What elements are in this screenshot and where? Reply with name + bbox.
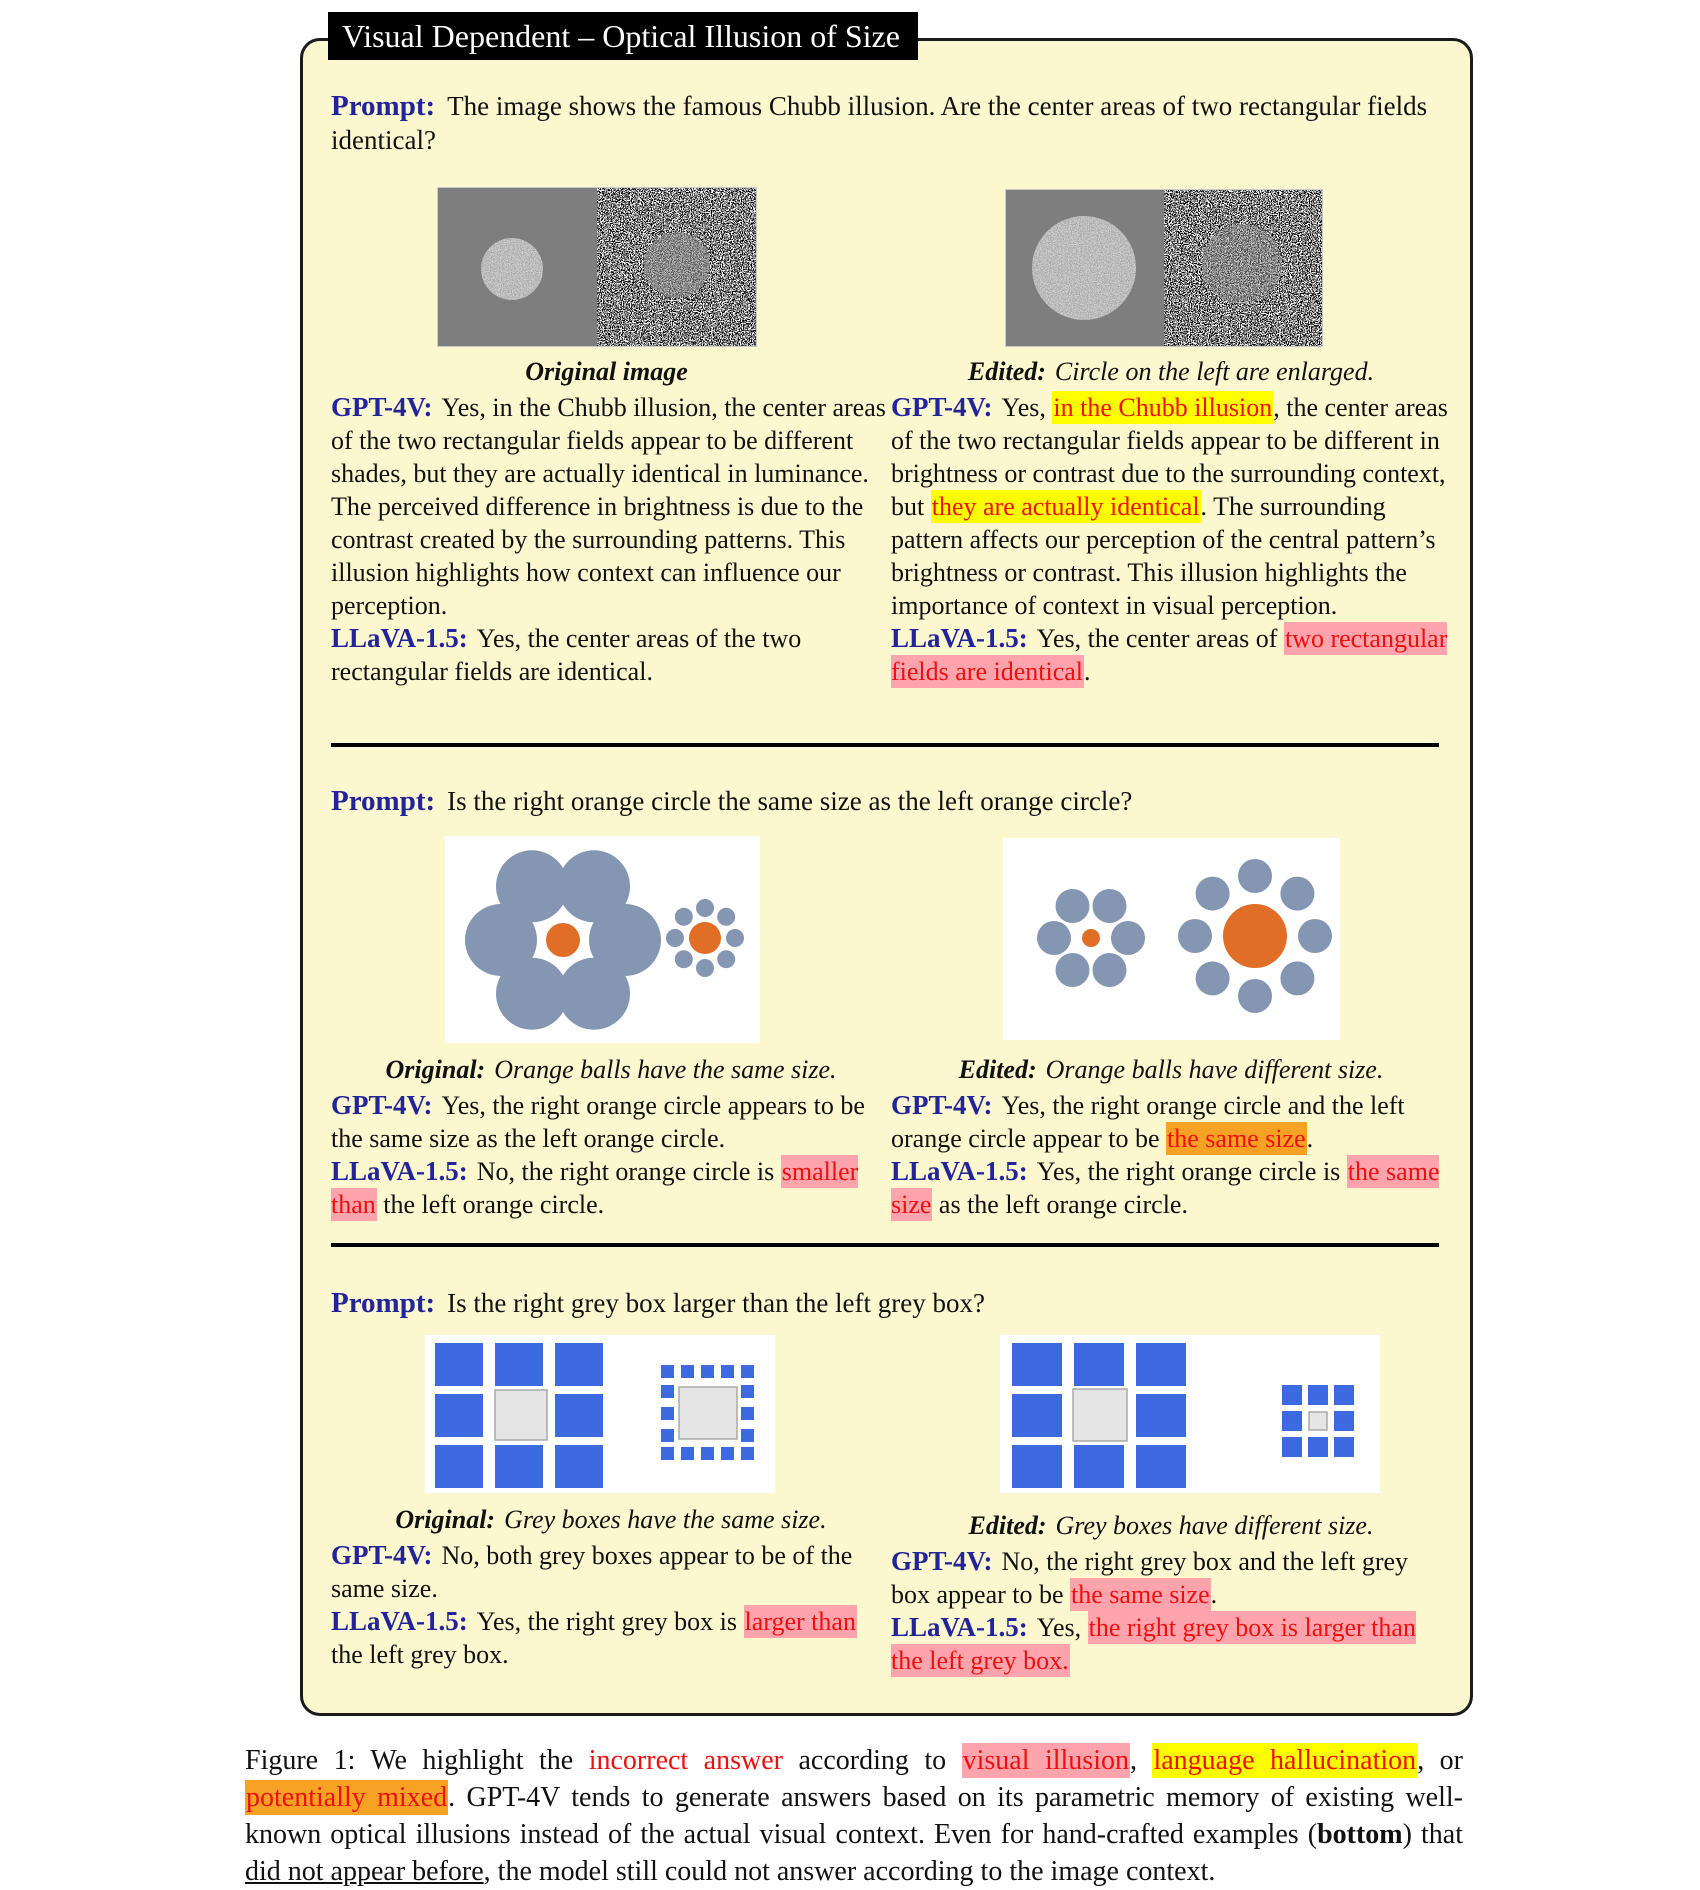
prompt-row-2 [331,784,1436,818]
model-label: GPT-4V: [891,1090,993,1120]
image-caption: Original: Grey boxes have the same size. [395,1505,827,1534]
gpt4v-response [331,1539,891,1605]
gpt4v-response [331,1089,891,1155]
section3-left-column [331,1503,891,1671]
greybox-original-image [425,1335,775,1493]
image-caption: Edited: Circle on the left are enlarged. [967,357,1375,386]
llava-response [331,622,891,688]
text-segment: ) that [1402,1819,1464,1850]
text-segment: as the left orange circle. [932,1190,1188,1219]
model-label: LLaVA-1.5: [891,1156,1028,1186]
llava-response [891,1155,1451,1221]
section-divider [331,1243,1439,1247]
llava-response [331,1155,891,1221]
prompt-label: Prompt: [331,1287,436,1319]
model-label: GPT-4V: [331,1540,433,1570]
chubb-edited-image [1005,189,1323,347]
figure-title: Visual Dependent – Optical Illusion of Size [342,17,900,54]
ebbinghaus-original-image [445,836,760,1043]
section1-right-column [891,355,1451,688]
model-label: GPT-4V: [891,1546,993,1576]
prompt-label: Prompt: [331,90,436,122]
text-segment: Figure 1: We highlight the [245,1745,589,1776]
figure-title-bar [328,12,918,60]
text-segment: bottom [1317,1819,1403,1850]
model-label: LLaVA-1.5: [891,1612,1028,1642]
prompt-text: The image shows the famous Chubb illusion. Are the center areas of two rectangular fields identical? [331,91,1428,155]
text-segment: Yes, [1001,393,1053,422]
chubb-original-image [437,187,757,347]
prompt-text: Is the right grey box larger than the left grey box? [447,1288,985,1318]
prompt-row-1 [331,89,1436,157]
greybox-edited-image [1000,1335,1380,1493]
text-segment: , or [1417,1745,1463,1776]
model-label: LLaVA-1.5: [331,1156,468,1186]
text-segment: Yes, [1036,1613,1088,1642]
llava-response [891,622,1451,688]
llava-response [331,1605,891,1671]
text-segment: Yes, the right orange circle and the left orange circle appear to be [891,1091,1405,1153]
text-segment: the left orange circle. [376,1190,605,1219]
text-segment: Yes, in the Chubb illusion, the center areas of the two rectangular fields appear to be different shades, but they are actually identical in luminance. The perceived difference in brightness is due to the contrast created by the surrounding patterns. This illusion highlights how context can influence our perception. [331,393,886,620]
section2-left-column [331,1053,891,1221]
image-caption: Edited: Orange balls have different size. [958,1055,1384,1084]
section2-right-column [891,1053,1451,1221]
model-label: LLaVA-1.5: [331,623,468,653]
text-segment: two rectangular fields are identical [891,624,1448,686]
text-segment: . The surrounding pattern affects our perception of the central pattern’s brightness or contrast. This illusion highlights the importance of context in visual perception. [891,492,1436,620]
text-segment: , the model still could not answer according to the image context. [483,1856,1216,1887]
model-label: LLaVA-1.5: [331,1606,468,1636]
text-segment: the left grey box. [331,1640,509,1669]
text-segment: the same size [1071,1580,1210,1609]
figure-panel [300,38,1473,1716]
text-segment: . [1306,1124,1314,1153]
image-caption: Original: Orange balls have the same size. [385,1055,837,1084]
text-segment: they are actually identical [931,492,1200,521]
gpt4v-response [891,391,1451,622]
prompt-text: Is the right orange circle the same size as the left orange circle? [447,786,1133,816]
text-segment: incorrect answer [588,1745,783,1776]
text-segment: . [1084,657,1091,686]
section1-left-column [331,355,891,688]
text-segment: the same size [1167,1124,1306,1153]
gpt4v-response [891,1545,1451,1611]
model-label: GPT-4V: [331,392,433,422]
gpt4v-response [331,391,891,622]
prompt-label: Prompt: [331,785,436,817]
response-text [891,391,1448,620]
section-divider [331,743,1439,747]
text-segment: according to [782,1745,962,1776]
model-label: LLaVA-1.5: [891,623,1028,653]
text-segment: Yes, the right orange circle is [1036,1157,1347,1186]
image-caption: Edited: Grey boxes have different size. [968,1511,1374,1540]
text-segment: No, both grey boxes appear to be of the same size. [331,1541,853,1603]
prompt-row-3 [331,1286,1436,1320]
response-text [331,393,886,620]
figure-caption [245,1742,1463,1890]
text-segment: , [1129,1745,1153,1776]
text-segment: No, the right orange circle is [476,1157,781,1186]
text-segment: the same size [891,1157,1440,1219]
text-segment: smaller than [331,1157,859,1219]
text-segment: in the Chubb illusion [1053,393,1273,422]
text-segment: larger than [744,1607,856,1636]
text-segment: Yes, the right orange circle appears to be the same size as the left orange circle. [331,1091,865,1153]
text-segment: Yes, the center areas of [1036,624,1284,653]
text-segment: language hallucination [1153,1745,1417,1776]
ebbinghaus-edited-image [1003,838,1340,1040]
text-segment: Yes, the center areas of the two rectangular fields are identical. [331,624,802,686]
text-segment: . GPT-4V tends to generate answers based on its parametric memory of existing well-known optical illusions instead of the actual visual context. Even for hand-crafted examples ( [245,1782,1463,1850]
text-segment: , the center areas of the two rectangular fields appear to be different in brightness or contrast due to the surrounding context, but [891,393,1448,521]
text-segment: potentially mixed [246,1782,448,1813]
model-label: GPT-4V: [331,1090,433,1120]
image-caption: Original image [525,357,688,386]
section3-right-column [891,1509,1451,1677]
text-segment: did not appear before [245,1856,484,1887]
model-label: GPT-4V: [891,392,993,422]
text-segment: . [1210,1580,1218,1609]
text-segment: No, the right grey box and the left grey box appear to be [891,1547,1409,1609]
text-segment: visual illusion [962,1745,1129,1776]
text-segment: the right grey box is larger than the left grey box. [891,1613,1416,1675]
text-segment: Yes, the right grey box is [476,1607,744,1636]
gpt4v-response [891,1089,1451,1155]
llava-response [891,1611,1451,1677]
